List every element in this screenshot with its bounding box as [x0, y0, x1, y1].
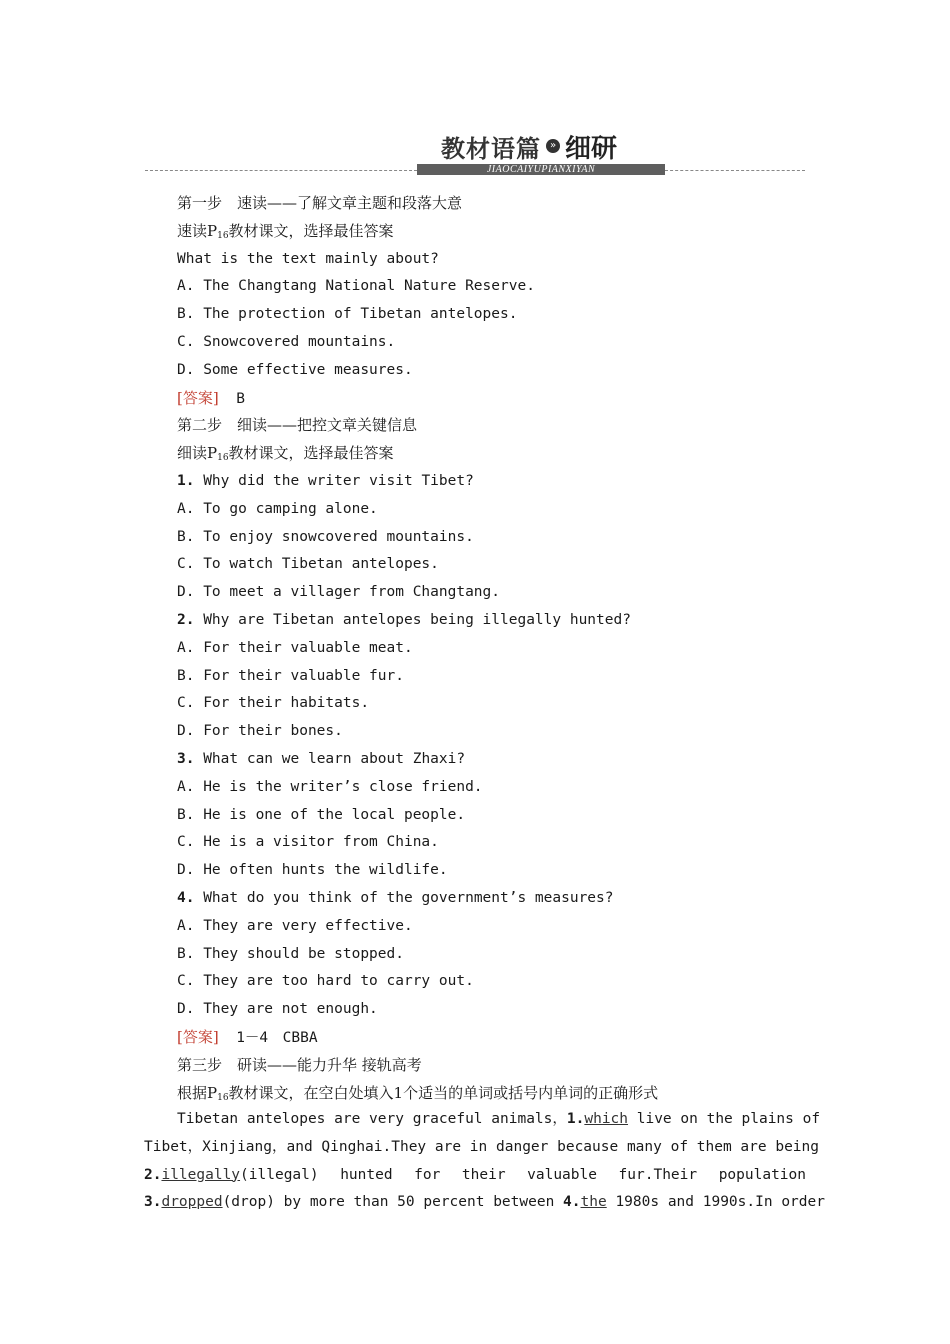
double-chevron-icon: »	[546, 139, 560, 153]
question-1-option: A. To go camping alone.	[177, 500, 378, 517]
cloze-passage	[144, 1106, 825, 1217]
blank-answer: dropped	[161, 1194, 223, 1211]
question-1-option: B. To enjoy snowcovered mountains.	[177, 528, 474, 545]
step1-option: B. The protection of Tibetan antelopes.	[177, 306, 518, 323]
step2-answer: [答案] 1－4 CBBA	[177, 1027, 318, 1046]
question-4-option: C. They are too hard to carry out.	[177, 973, 474, 990]
question-2-option: A. For their valuable meat.	[177, 639, 413, 656]
question-3-option: C. He is a visitor from China.	[177, 834, 439, 851]
step1-option: A. The Changtang National Nature Reserve.	[177, 278, 535, 295]
step2-heading: 第二步 细读——把控文章关键信息	[177, 416, 418, 435]
title-right: 细研	[565, 133, 618, 164]
blank-answer: which	[584, 1111, 629, 1127]
question-2-option: D. For their bones.	[177, 723, 343, 740]
step1-instruction: 速读$P_{16}$教材课文，选择最佳答案	[177, 221, 394, 241]
passage-line: Tibet，Xinjiang，and Qinghai.They are in danger because many of them are being	[144, 1138, 820, 1155]
question-4-option: D. They are not enough.	[177, 1001, 378, 1018]
question-1: 1. Why did the writer visit Tibet?	[177, 472, 474, 489]
question-4-option: B. They should be stopped.	[177, 945, 404, 962]
question-4-option: A. They are very effective.	[177, 917, 413, 934]
step1-option: D. Some effective measures.	[177, 361, 413, 378]
question-2-option: B. For their valuable fur.	[177, 667, 404, 684]
blank-answer: the	[580, 1194, 607, 1211]
step3-heading: 第三步 研读——能力升华 接轨高考	[177, 1055, 422, 1074]
question-3: 3. What can we learn about Zhaxi?	[177, 750, 466, 767]
step3-instruction: 根据$P_{16}$教材课文，在空白处填入1个适当的单词或括号内单词的正确形式	[177, 1083, 659, 1103]
question-1-option: D. To meet a villager from Changtang.	[177, 584, 501, 601]
exercise-content	[177, 190, 807, 1107]
step1-question: What is the text mainly about?	[177, 250, 439, 267]
header-dashed-line-right	[665, 170, 805, 171]
title-left: 教材语篇	[441, 134, 541, 163]
section-title	[441, 128, 617, 164]
pinyin-banner: JIAOCAIYUPIANXIYAN	[417, 164, 665, 175]
step2-instruction: 细读$P_{16}$教材课文，选择最佳答案	[177, 444, 394, 464]
question-2: 2. Why are Tibetan antelopes being illegally hunted?	[177, 611, 631, 628]
section-header	[145, 128, 805, 178]
header-dashed-line-left	[145, 170, 417, 171]
passage-line: 3.dropped(drop) by more than 50 percent between 4.the 1980s and 1990s.In order	[144, 1194, 825, 1211]
blank-answer: illegally	[161, 1166, 241, 1183]
passage-line: 2.illegally(illegal) hunted for their valuable fur.Their population	[144, 1166, 806, 1183]
question-2-option: C. For their habitats.	[177, 695, 370, 712]
passage-line: Tibetan antelopes are very graceful animals，1.which live on the plains of	[177, 1111, 821, 1127]
question-3-option: A. He is the writer’s close friend.	[177, 778, 483, 795]
answer-label: [答案]	[177, 1027, 219, 1046]
step1-answer: [答案] B	[177, 388, 245, 407]
step1-heading: 第一步 速读——了解文章主题和段落大意	[177, 194, 463, 212]
question-4: 4. What do you think of the government’s measures?	[177, 889, 614, 906]
step1-option: C. Snowcovered mountains.	[177, 333, 396, 350]
answer-label: [答案]	[177, 388, 219, 407]
question-1-option: C. To watch Tibetan antelopes.	[177, 556, 439, 573]
question-3-option: D. He often hunts the wildlife.	[177, 862, 448, 879]
question-3-option: B. He is one of the local people.	[177, 806, 466, 823]
